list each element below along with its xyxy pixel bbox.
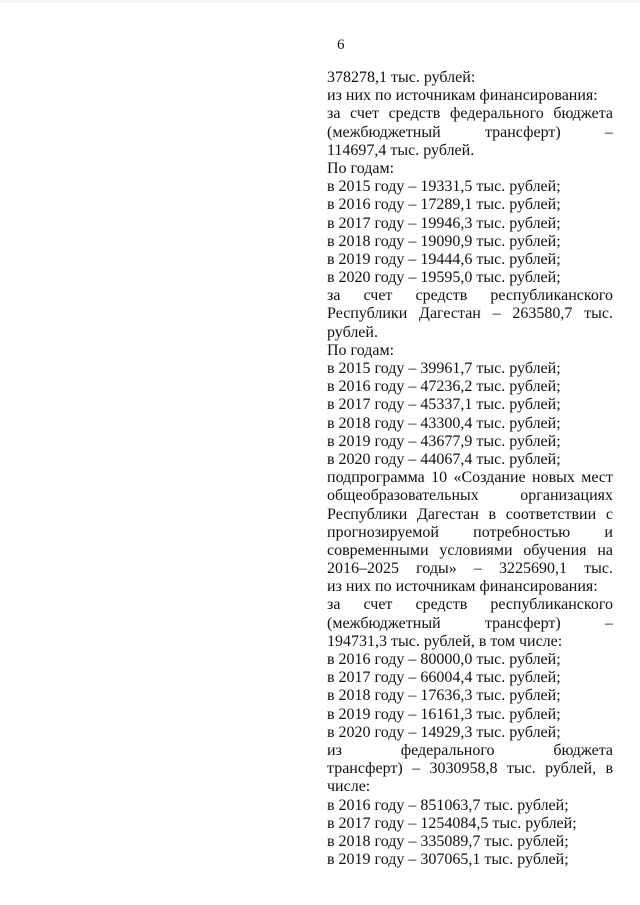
text-line: 2016–2025 годы» – 3225690,1 тыс. [327,560,613,578]
text-line: в 2017 году – 19946,3 тыс. рублей; [327,214,561,232]
text-line: Республики Дагестан – 263580,7 тыс. [327,305,613,323]
text-line: в 2020 году – 44067,4 тыс. рублей; [327,450,561,468]
text-line: в 2019 году – 19444,6 тыс. рублей; [327,250,561,268]
text-line: в 2019 году – 43677,9 тыс. рублей; [327,432,561,450]
text-line: за счет средств республиканского [327,596,613,614]
text-line: в 2020 году – 19595,0 тыс. рублей; [327,269,561,287]
text-line: 378278,1 тыс. рублей: [327,69,476,86]
text-line: в 2017 году – 1254084,5 тыс. рублей; [327,814,577,832]
text-line: прогнозируемой потребностью и [327,523,613,541]
text-line: в 2018 году – 335089,7 тыс. рублей; [327,832,569,850]
text-line: в 2018 году – 19090,9 тыс. рублей; [327,232,561,250]
text-line: из них по источникам финансирования: [327,87,598,105]
page-number: 6 [337,37,345,53]
text-line: за счет средств федерального бюджета [327,105,613,123]
text-line: (межбюджетный трансферт) – [327,123,613,141]
text-line: 114697,4 тыс. рублей. [327,141,475,159]
text-line: 194731,3 тыс. рублей, в том числе: [327,632,563,650]
text-line: в 2016 году – 851063,7 тыс. рублей; [327,796,569,814]
text-line: По годам: [327,159,395,177]
text-line: числе: [327,778,371,796]
text-line: в 2016 году – 80000,0 тыс. рублей; [327,651,561,668]
text-line: в 2020 году – 14929,3 тыс. рублей; [327,723,561,741]
text-line: подпрограмма 10 «Создание новых мест [327,469,613,487]
text-line: за счет средств республиканского [327,287,613,305]
text-line: в 2017 году – 45337,1 тыс. рублей; [327,396,561,414]
text-line: По годам: [327,341,395,359]
text-line: из них по источникам финансирования: [327,578,598,596]
text-line: трансферт) – 3030958,8 тыс. рублей, в [327,760,613,778]
text-line: в 2018 году – 43300,4 тыс. рублей; [327,414,561,432]
text-line: Республики Дагестан в соответствии с [327,505,613,523]
document-text-column [327,69,613,869]
text-line: в 2016 году – 17289,1 тыс. рублей; [327,196,561,214]
text-line: (межбюджетный трансферт) – [327,614,613,632]
scan-top-edge [0,0,640,3]
text-line: в 2015 году – 19331,5 тыс. рублей; [327,178,561,196]
text-line: в 2019 году – 307065,1 тыс. рублей; [327,851,569,869]
text-line: из федерального бюджета [327,741,613,759]
text-line: в 2015 году – 39961,7 тыс. рублей; [327,360,561,377]
text-line: рублей. [327,323,378,341]
text-line: современными условиями обучения на [327,541,613,559]
text-line: в 2016 году – 47236,2 тыс. рублей; [327,378,561,396]
text-line: в 2018 году – 17636,3 тыс. рублей; [327,687,561,705]
text-line: общеобразовательных организациях [327,487,613,505]
text-line: в 2019 году – 16161,3 тыс. рублей; [327,705,561,723]
text-line: в 2017 году – 66004,4 тыс. рублей; [327,669,561,687]
